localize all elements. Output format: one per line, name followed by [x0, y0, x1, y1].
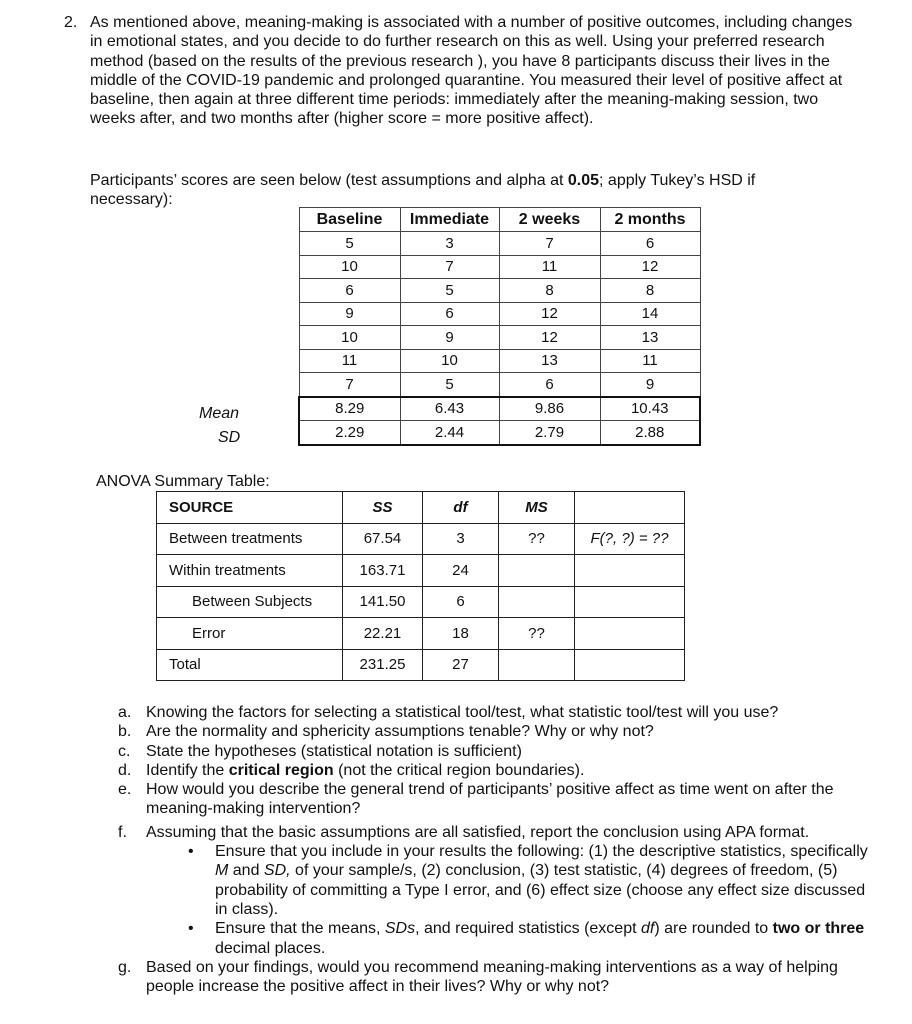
sd-cell: 2.29: [299, 421, 400, 445]
cell: 13: [499, 349, 600, 373]
cell: 14: [600, 302, 700, 326]
table-row: [299, 302, 700, 326]
table-row: [299, 255, 700, 279]
bullet-item: • Ensure that the means, SDs, and required statistics (except df) are rounded to two or three decimal places.: [188, 920, 865, 957]
sd-cell: 2.44: [400, 421, 499, 445]
cell: [575, 555, 685, 587]
cell: 6: [423, 586, 499, 618]
table-row: [299, 326, 700, 350]
cell: 10: [400, 349, 499, 373]
question-b: b. Are the normality and sphericity assumptions tenable? Why or why not?: [118, 723, 654, 741]
col-header: Immediate: [400, 208, 499, 232]
scores-table: [298, 207, 701, 446]
col-header: 2 months: [600, 208, 700, 232]
scores-intro: Participants’ scores are seen below (test assumptions and alpha at 0.05; apply Tukey’s HSD if necessary):: [90, 172, 756, 209]
cell: 11: [499, 255, 600, 279]
col-header: 2 weeks: [499, 208, 600, 232]
question-list: [118, 703, 878, 996]
table-row: [157, 523, 685, 555]
source-cell: Total: [157, 649, 343, 681]
source-cell: Within treatments: [157, 555, 343, 587]
cell: [499, 586, 575, 618]
table-row: [157, 586, 685, 618]
cell: 12: [499, 302, 600, 326]
cell: 12: [499, 326, 600, 350]
table-row: [157, 649, 685, 681]
cell: 24: [423, 555, 499, 587]
col-header: MS: [499, 492, 575, 524]
cell: 7: [400, 255, 499, 279]
table-row: [299, 279, 700, 303]
cell: 3: [400, 232, 499, 256]
sd-row-label: SD: [218, 429, 241, 446]
bullet-dot-icon: •: [188, 843, 194, 861]
cell: 67.54: [343, 523, 423, 555]
cell: 3: [423, 523, 499, 555]
table-row: [299, 373, 700, 397]
cell: 11: [299, 349, 400, 373]
cell: 6: [600, 232, 700, 256]
mean-cell: 9.86: [499, 397, 600, 421]
mean-cell: 8.29: [299, 397, 400, 421]
bullet-dot-icon: •: [188, 920, 194, 938]
table-row: [299, 349, 700, 373]
cell: 22.21: [343, 618, 423, 650]
cell: 9: [400, 326, 499, 350]
cell: 231.25: [343, 649, 423, 681]
col-header: df: [423, 492, 499, 524]
source-cell: Between Subjects: [157, 586, 343, 618]
sd-cell: 2.79: [499, 421, 600, 445]
cell: ??: [499, 523, 575, 555]
cell: 7: [299, 373, 400, 397]
scores-header-row: [299, 208, 700, 232]
col-header: SS: [343, 492, 423, 524]
mean-row-label: Mean: [199, 405, 240, 422]
source-cell: Between treatments: [157, 523, 343, 555]
cell: 5: [400, 373, 499, 397]
cell: 8: [600, 279, 700, 303]
cell: 18: [423, 618, 499, 650]
cell: [499, 649, 575, 681]
cell: 9: [299, 302, 400, 326]
source-cell: Error: [157, 618, 343, 650]
mean-cell: 10.43: [600, 397, 700, 421]
f-statistic-cell: F(?, ?) = ??: [575, 523, 685, 555]
bullet-item: • Ensure that you include in your results the following: (1) the descriptive statistics, specifically M and SD, of your sample/s, (2) conclusion, (3) test statistic, (4) degrees of freedom, (5) probability of committing a Type I error, and (6) effect size (choose any effect size discussed in class).: [188, 843, 868, 918]
cell: [575, 649, 685, 681]
cell: 8: [499, 279, 600, 303]
cell: 27: [423, 649, 499, 681]
cell: 163.71: [343, 555, 423, 587]
col-header: Baseline: [299, 208, 400, 232]
cell: 5: [400, 279, 499, 303]
anova-title: ANOVA Summary Table:: [96, 473, 270, 490]
cell: [575, 586, 685, 618]
cell: 5: [299, 232, 400, 256]
mean-cell: 6.43: [400, 397, 499, 421]
col-header: SOURCE: [157, 492, 343, 524]
question-number: 2.: [64, 14, 78, 31]
table-row: [157, 555, 685, 587]
alpha-value: 0.05: [567, 172, 600, 189]
cell: 11: [600, 349, 700, 373]
cell: 7: [499, 232, 600, 256]
question-d: d. Identify the critical region (not the critical region boundaries).: [118, 761, 585, 779]
cell: 6: [299, 279, 400, 303]
question-f: f. Assuming that the basic assumptions are all satisfied, report the conclusion using APA format.: [118, 823, 810, 841]
mean-row: [299, 397, 700, 421]
question-e: e. How would you describe the general trend of participants’ positive affect as time went on after the meaning-making intervention?: [118, 781, 834, 818]
cell: 6: [499, 373, 600, 397]
cell: 12: [600, 255, 700, 279]
question-a: a. Knowing the factors for selecting a statistical tool/test, what statistic tool/test will you use?: [118, 704, 779, 721]
sd-cell: 2.88: [600, 421, 700, 445]
cell: [499, 555, 575, 587]
question-c: c. State the hypotheses (statistical notation is sufficient): [118, 742, 522, 760]
col-header: [575, 492, 685, 524]
cell: 13: [600, 326, 700, 350]
cell: 10: [299, 326, 400, 350]
cell: 6: [400, 302, 499, 326]
question-g: g. Based on your findings, would you recommend meaning-making interventions as a way of helping people increase the positive affect in their lives? Why or why not?: [118, 958, 838, 996]
table-row: [157, 618, 685, 650]
cell: 10: [299, 255, 400, 279]
cell: ??: [499, 618, 575, 650]
table-row: [299, 232, 700, 256]
question-f-bullets: [118, 842, 878, 958]
cell: 9: [600, 373, 700, 397]
sd-row: [299, 421, 700, 445]
anova-table: [156, 491, 685, 681]
cell: 141.50: [343, 586, 423, 618]
intro-paragraph: As mentioned above, meaning-making is associated with a number of positive outcomes, including changes in emotional states, and you decide to do further research on this as well. Using your preferred research method (based on the results of the previous research ), you have 8 participants discuss their lives in the middle of the COVID-19 pandemic and prolonged quarantine. You measured their level of positive affect at baseline, then again at three different time periods: immediately after the meaning-making session, two weeks after, and two months after (higher score = more positive affect).: [90, 14, 853, 128]
cell: [575, 618, 685, 650]
anova-header-row: [157, 492, 685, 524]
